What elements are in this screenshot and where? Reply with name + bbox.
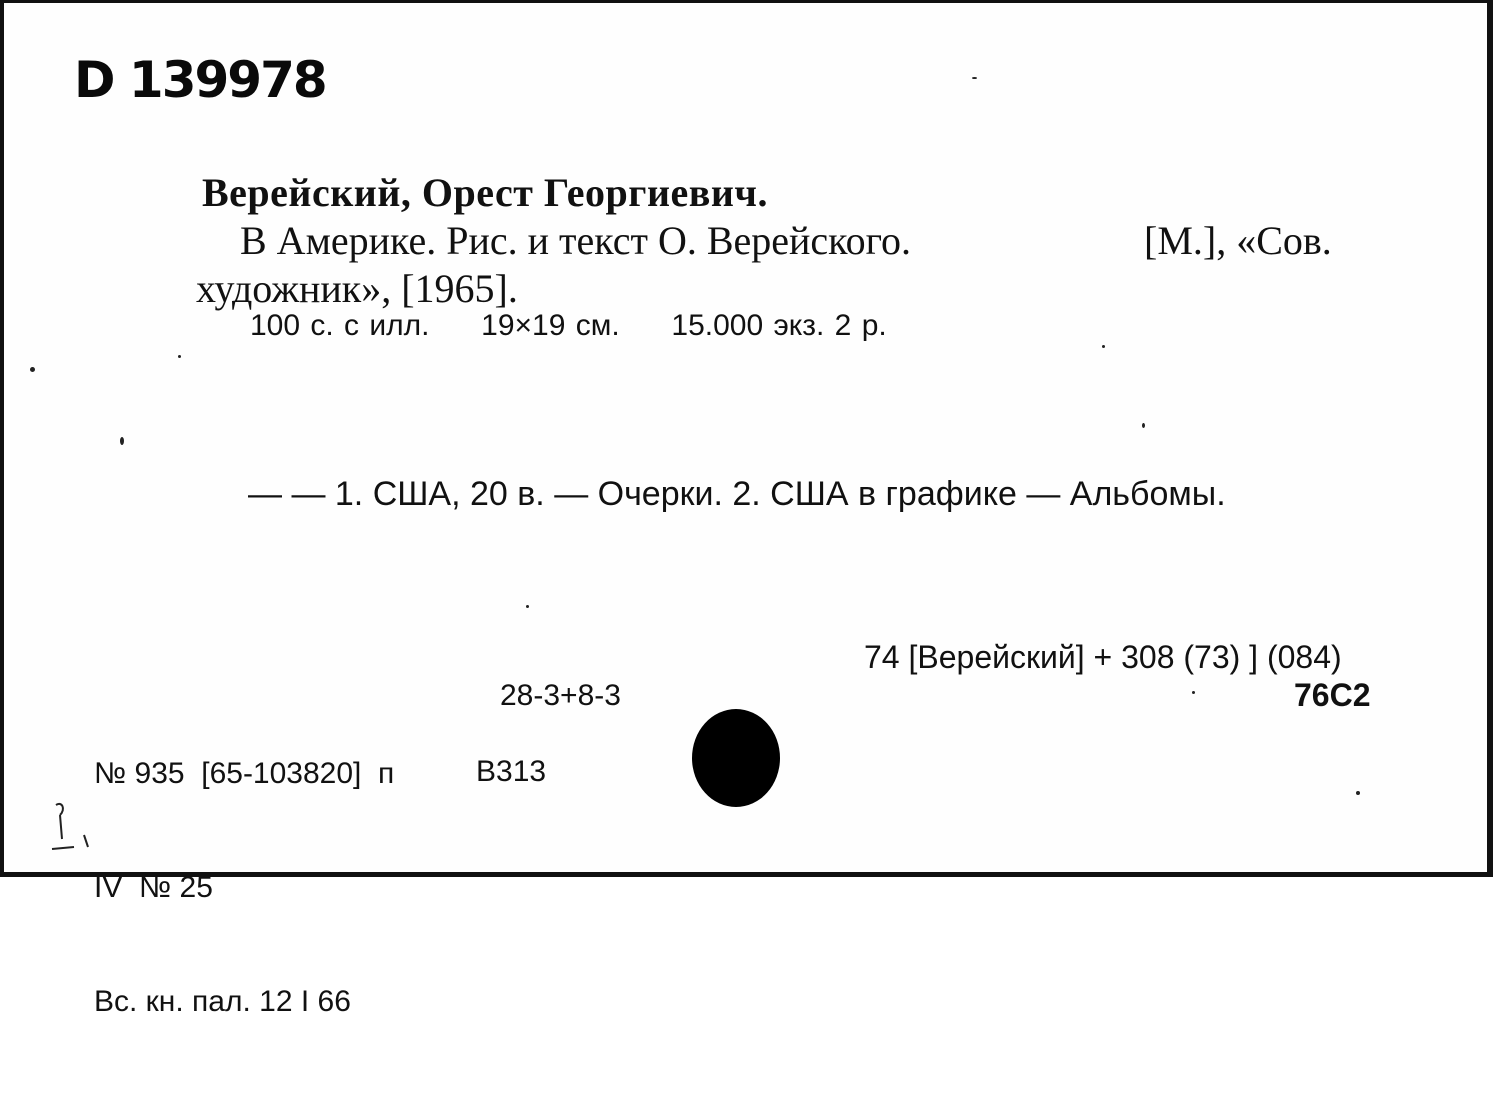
author-mark: 76С2 — [1294, 677, 1371, 713]
speck — [1192, 691, 1195, 694]
speck — [1142, 423, 1145, 428]
title-line-1: В Америке. Рис. и текст О. Верейского. — [240, 218, 911, 263]
collation: 100 с. с илл. 19×19 см. 15.000 экз. 2 р. — [250, 309, 887, 342]
speck — [526, 605, 529, 608]
technical-note-line: № 935 [65-103820] п — [94, 757, 395, 790]
call-number: D 139978 — [74, 51, 326, 109]
imprint-place: [М.], «Сов. — [1144, 218, 1332, 263]
speck — [1102, 345, 1105, 348]
order-code: 28-3+8-3 — [500, 679, 621, 712]
speck — [30, 367, 35, 372]
speck — [1356, 791, 1360, 795]
speck — [972, 77, 977, 79]
title-line-2: художник», [1965]. — [196, 266, 518, 311]
classification-index: 74 [Верейский] + 308 (73) ] (084) — [864, 639, 1342, 675]
technical-note-line: Вс. кн. пал. 12 I 66 — [94, 985, 351, 1018]
punch-hole — [692, 709, 780, 807]
author-heading: Верейский, Орест Георгиевич. — [202, 170, 768, 215]
b-code: В313 — [476, 755, 547, 788]
speck — [178, 355, 181, 358]
subject-headings: — — 1. США, 20 в. — Очерки. 2. США в графике — Альбомы. — [248, 475, 1226, 513]
technical-note-line: IV № 25 — [94, 871, 213, 904]
technical-notes — [94, 679, 394, 1097]
speck — [120, 437, 124, 445]
handwritten-mark-icon — [44, 799, 104, 859]
